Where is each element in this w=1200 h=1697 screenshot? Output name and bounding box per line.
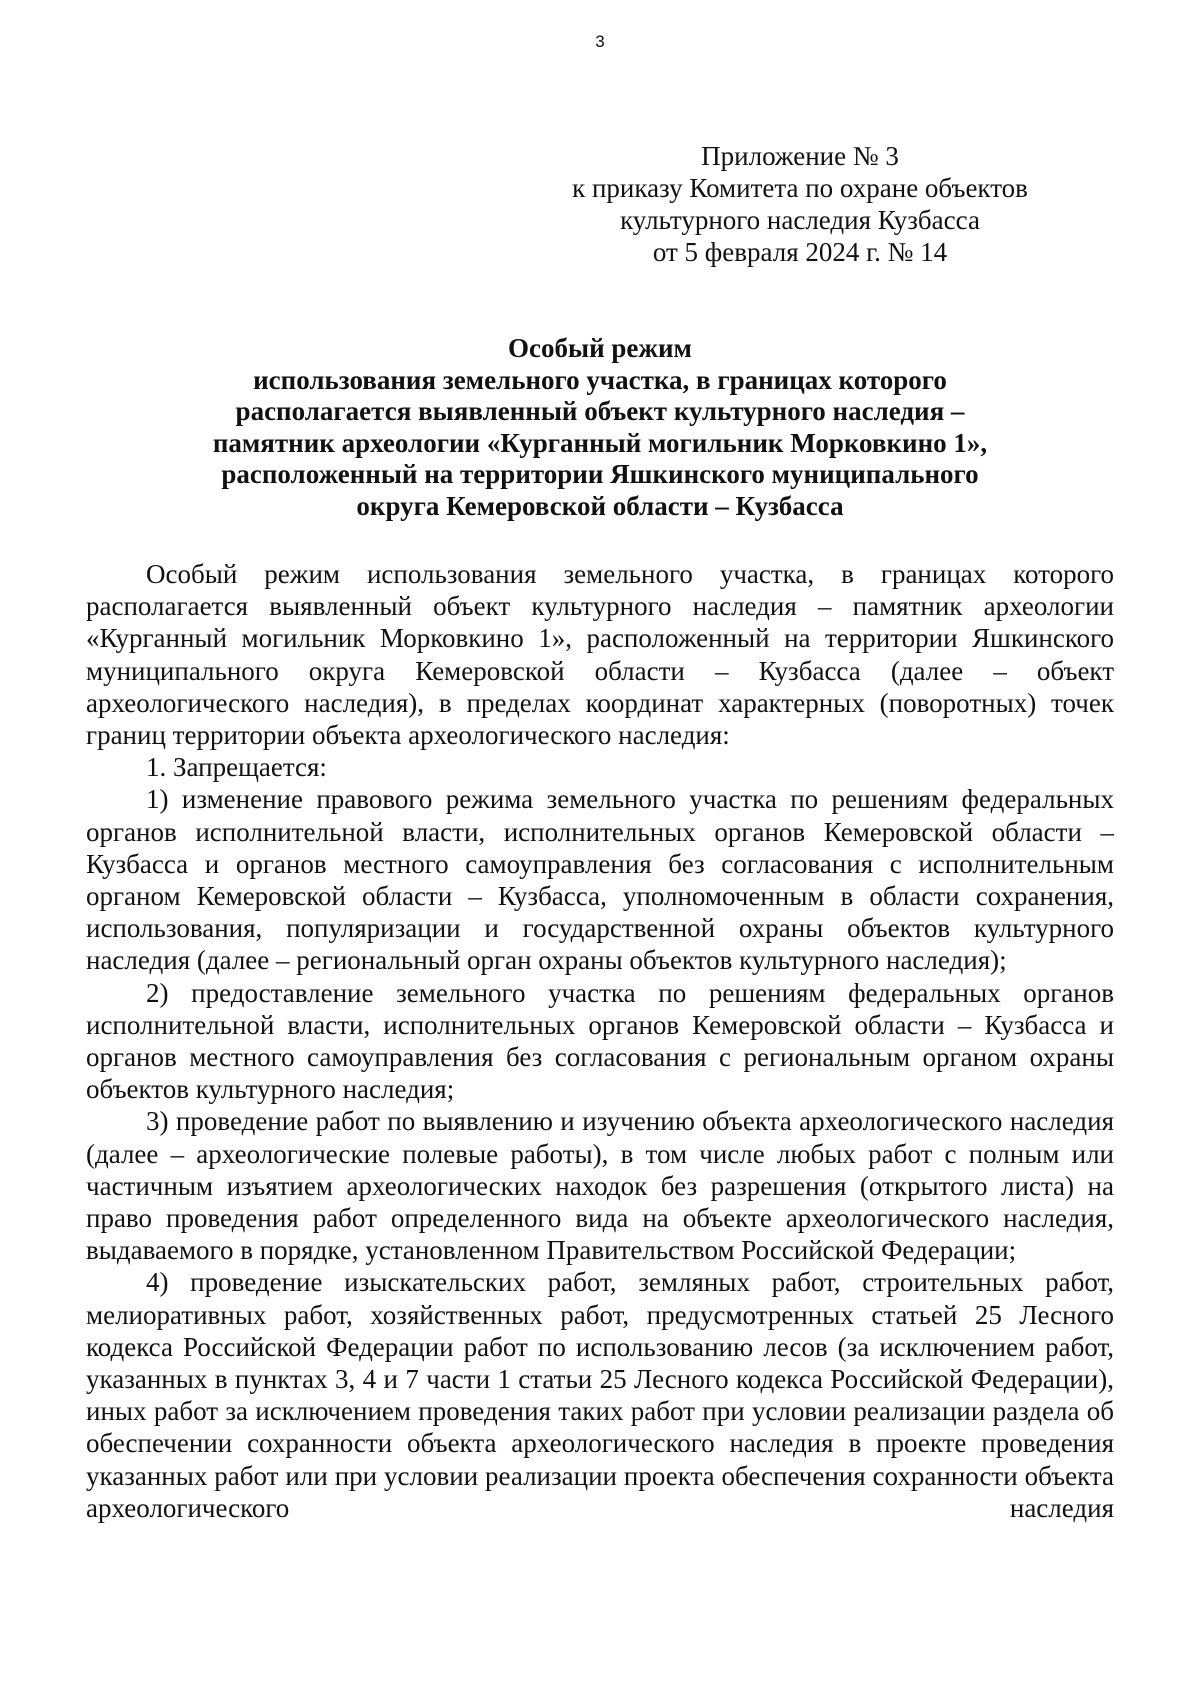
list-item: 3) проведение работ по выявлению и изучению объекта археологического наследия (далее – археологические полевые работы), в том числе любых работ с полным или частичным изъятием археологических находок без разрешения (открытого листа) на право проведения работ определенного вида на объекте археологического наследия, выдаваемого в порядке, установленном Правительством Российской Федерации;: [86, 1106, 1114, 1266]
appendix-line: от 5 февраля 2024 г. № 14: [652, 237, 948, 267]
document-body: [86, 558, 1114, 1524]
list-item: 2) предоставление земельного участка по решениям федеральных органов исполнительной власти, исполнительных органов Кемеровской области – Кузбасса и органов местного самоуправления без согласования с региональным органом охраны объектов культурного наследия;: [86, 977, 1114, 1105]
title-line: Особый режим: [508, 333, 692, 363]
appendix-line: к приказу Комитета по охране объектов: [572, 173, 1028, 203]
title-line: располагается выявленный объект культурного наследия –: [235, 396, 965, 426]
section-heading: 1. Запрещается:: [146, 752, 327, 783]
appendix-line: Приложение № 3: [701, 141, 899, 171]
title-line: округа Кемеровской области – Кузбасса: [356, 490, 844, 521]
list-item: 4) проведение изыскательских работ, земляных работ, строительных работ, мелиоративных работ, хозяйственных работ, предусмотренных статьей 25 Лесного кодекса Российской Федерации работ по использованию лесов (за исключением работ, указанных в пунктах 3, 4 и 7 части 1 статьи 25 Лесного кодекса Российской Федерации), иных работ за исключением проведения таких работ при условии реализации раздела об обеспечении сохранности объекта археологического наследия в проекте проведения указанных работ или при условии реализации проекта обеспечения сохранности объекта археологического наследия: [86, 1267, 1114, 1523]
page-number: 3: [595, 32, 605, 51]
list-item: 1) изменение правового режима земельного участка по решениям федеральных органов исполнительной власти, исполнительных органов Кемеровской области – Кузбасса и органов местного самоуправления без согласования с исполнительным органом Кемеровской области – Кузбасса, уполномоченным в области сохранения, использования, популяризации и государственной охраны объектов культурного наследия (далее – региональный орган охраны объектов культурного наследия);: [86, 784, 1114, 976]
title-line: расположенный на территории Яшкинского муниципального: [221, 459, 979, 489]
title-line: памятник археологии «Курганный могильник Морковкино 1»,: [212, 427, 988, 458]
appendix-block: [565, 140, 1035, 268]
intro-paragraph: Особый режим использования земельного участка, в границах которого располагается выявленный объект культурного наследия – памятник археологии «Курганный могильник Морковкино 1», расположенный на территории Яшкинского муниципального округа Кемеровской области – Кузбасса (далее – объект археологического наследия), в пределах координат характерных (поворотных) точек границ территории объекта археологического наследия:: [86, 559, 1114, 751]
title-line: использования земельного участка, в границах которого: [253, 364, 947, 395]
document-title: [80, 333, 1120, 522]
appendix-line: культурного наследия Кузбасса: [620, 205, 980, 235]
